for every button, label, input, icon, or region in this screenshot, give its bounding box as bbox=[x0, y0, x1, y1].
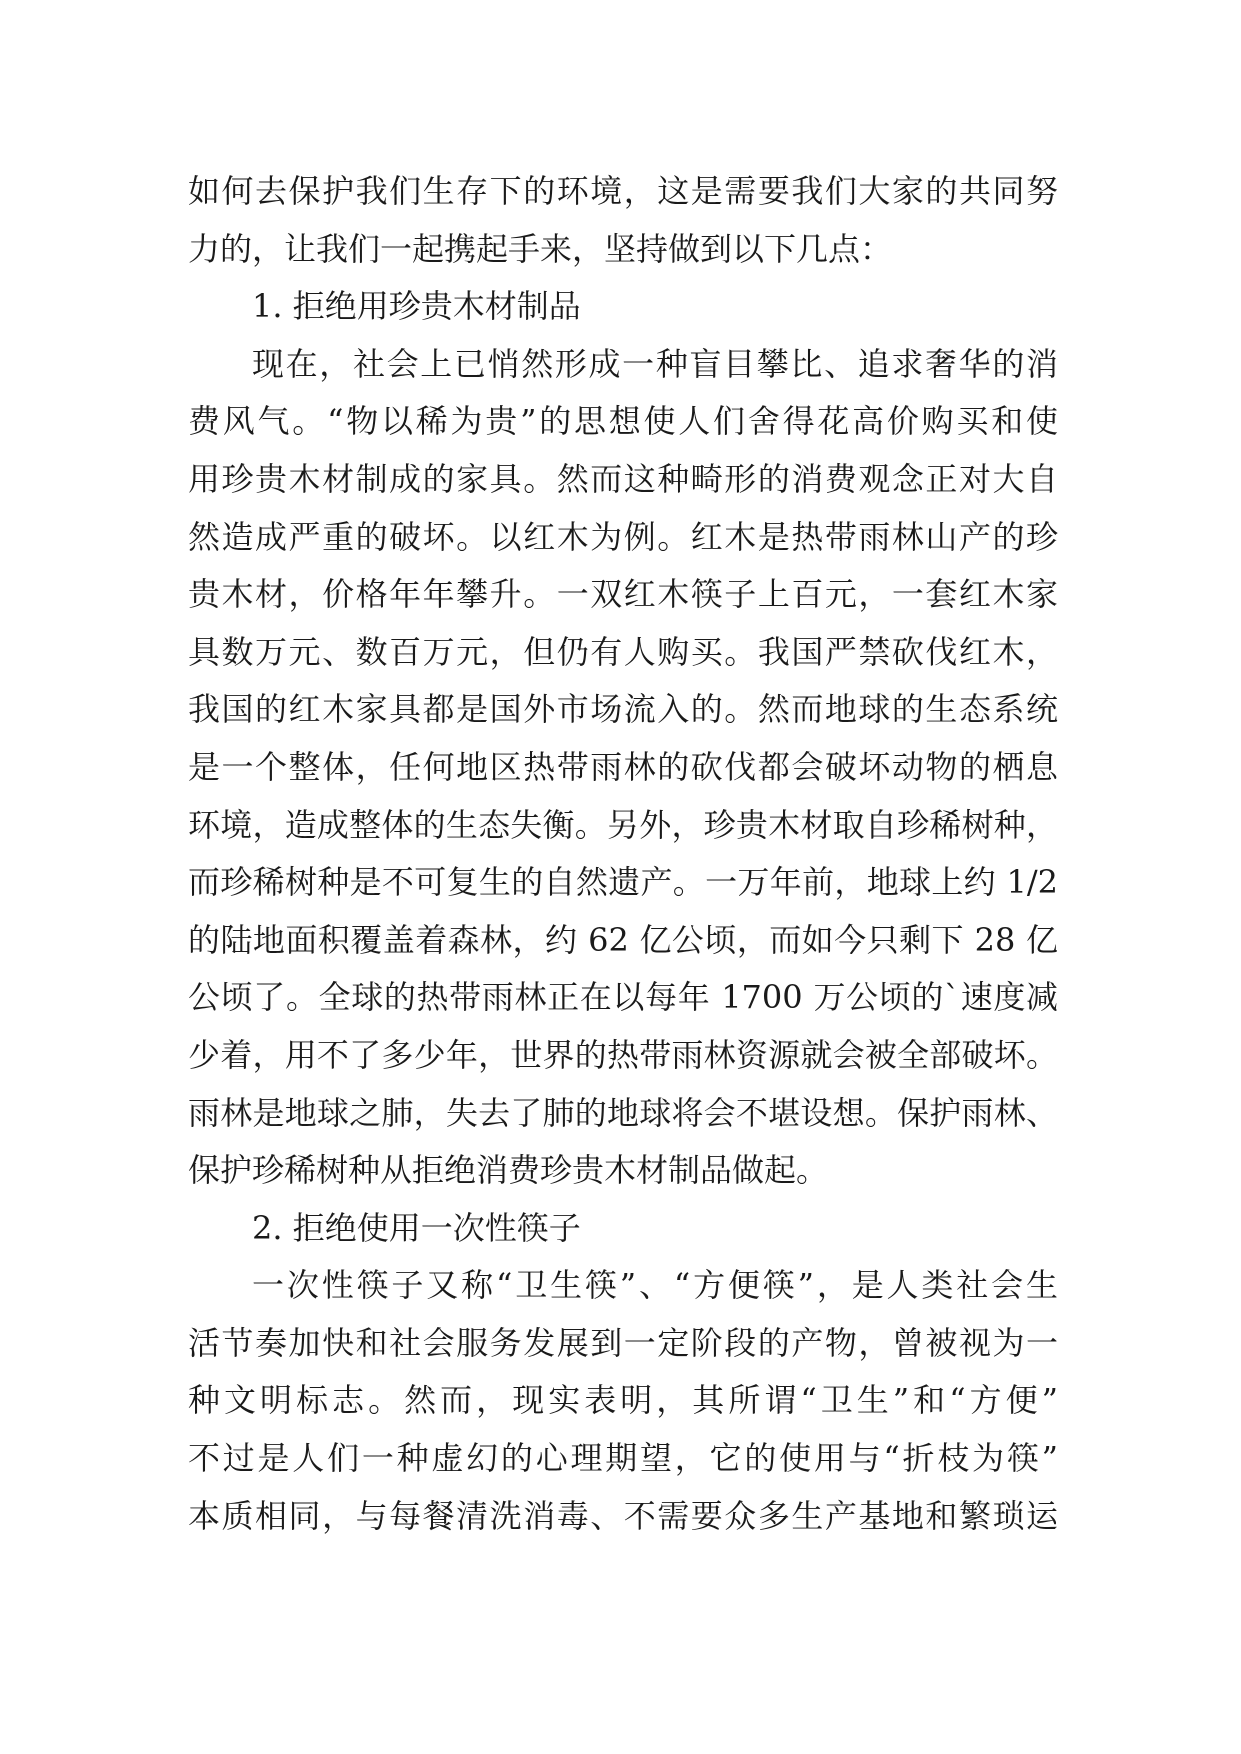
paragraph-line: 是一个整体，任何地区热带雨林的砍伐都会破坏动物的栖息 bbox=[188, 747, 1058, 786]
paragraph-line: 我国的红木家具都是国外市场流入的。然而地球的生态系统 bbox=[188, 690, 1058, 729]
paragraph-line: 种文明标志。然而，现实表明，其所谓“卫生”和“方便” bbox=[188, 1381, 1058, 1420]
paragraph-line: 的陆地面积覆盖着森林，约 62 亿公顷，而如今只剩下 28 亿 bbox=[188, 920, 1058, 959]
paragraph-line: 然造成严重的破坏。以红木为例。红木是热带雨林山产的珍 bbox=[188, 517, 1058, 556]
section-heading: 1. 拒绝用珍贵木材制品 bbox=[252, 287, 581, 326]
paragraph-line: 而珍稀树种是不可复生的自然遗产。一万年前，地球上约 1/2 bbox=[188, 863, 1058, 902]
paragraph-line: 不过是人们一种虚幻的心理期望，它的使用与“折枝为筷” bbox=[188, 1439, 1058, 1478]
paragraph-line: 本质相同，与每餐清洗消毒、不需要众多生产基地和繁琐运 bbox=[188, 1496, 1058, 1535]
document-body bbox=[188, 163, 1058, 1545]
paragraph-line: 用珍贵木材制成的家具。然而这种畸形的消费观念正对大自 bbox=[188, 459, 1058, 498]
section-heading: 2. 拒绝使用一次性筷子 bbox=[252, 1208, 581, 1247]
paragraph-line: 环境，造成整体的生态失衡。另外，珍贵木材取自珍稀树种， bbox=[188, 805, 1058, 844]
paragraph-line: 如何去保护我们生存下的环境，这是需要我们大家的共同努 bbox=[188, 172, 1058, 210]
paragraph-line: 一次性筷子又称“卫生筷”、“方便筷”，是人类社会生 bbox=[252, 1266, 1058, 1305]
paragraph-line: 公顷了。全球的热带雨林正在以每年 1700 万公顷的`速度减 bbox=[188, 978, 1058, 1017]
paragraph-line: 现在，社会上已悄然形成一种盲目攀比、追求奢华的消 bbox=[252, 344, 1058, 383]
paragraph-line: 保护珍稀树种从拒绝消费珍贵木材制品做起。 bbox=[188, 1151, 829, 1190]
paragraph-line: 力的，让我们一起携起手来，坚持做到以下几点： bbox=[188, 229, 893, 268]
paragraph-line: 具数万元、数百万元，但仍有人购买。我国严禁砍伐红木， bbox=[188, 632, 1058, 671]
paragraph-line: 费风气。“物以稀为贵”的思想使人们舍得花高价购买和使 bbox=[188, 402, 1058, 441]
paragraph-line: 雨林是地球之肺，失去了肺的地球将会不堪设想。保护雨林、 bbox=[188, 1093, 1058, 1132]
paragraph-line: 活节奏加快和社会服务发展到一定阶段的产物，曾被视为一 bbox=[188, 1323, 1058, 1362]
paragraph-line: 少着，用不了多少年，世界的热带雨林资源就会被全部破坏。 bbox=[188, 1035, 1058, 1074]
paragraph-line: 贵木材，价格年年攀升。一双红木筷子上百元，一套红木家 bbox=[188, 575, 1058, 614]
